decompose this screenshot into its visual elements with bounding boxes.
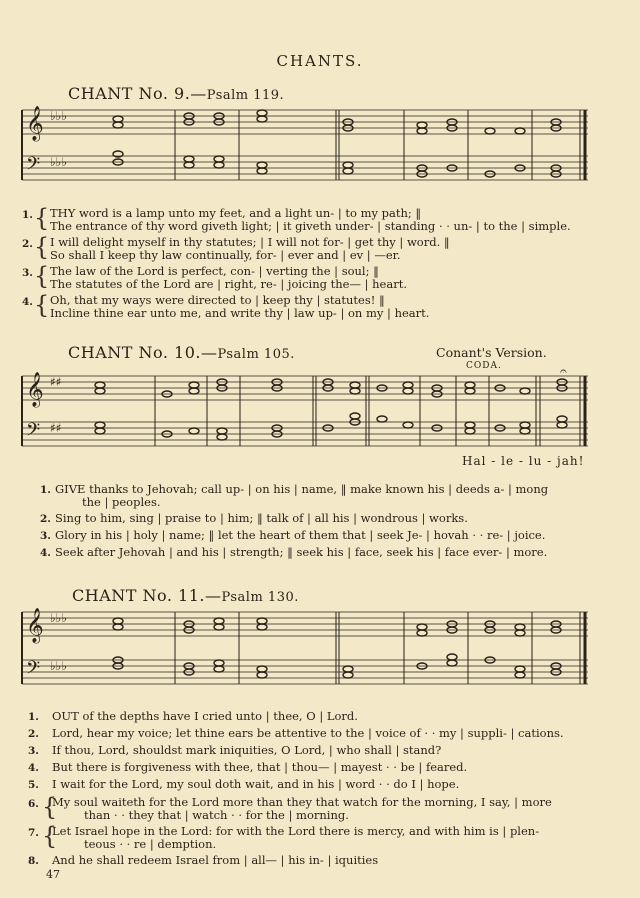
bass-clef-icon: 𝄢 <box>26 420 41 445</box>
chant-9-bass-staff <box>22 156 588 180</box>
chant-10-barlines <box>155 376 585 446</box>
page-header: CHANTS. <box>276 52 364 70</box>
chant-11-notes <box>113 618 561 678</box>
chant-10-coda: CODA. <box>466 361 502 371</box>
chant-11-bass-staff <box>22 660 588 684</box>
sharp-icon: ♯♯ <box>50 375 62 389</box>
fermata-icon: 𝄐 <box>560 368 567 378</box>
chant-9-title-psalm: Psalm 119. <box>206 88 285 103</box>
chant-11-treble-staff <box>22 612 588 636</box>
chant-10-version: Conant's Version. <box>436 345 547 360</box>
flat-icon: ♭♭♭ <box>50 659 67 673</box>
chant-11-title-psalm: Psalm 130. <box>221 590 299 605</box>
brace-icon: { <box>34 204 50 232</box>
treble-clef-icon: 𝄞 <box>26 106 44 141</box>
chant-11-score <box>0 602 640 694</box>
chant-9-notes <box>113 110 561 177</box>
sharp-icon: ♯♯ <box>50 421 62 435</box>
brace-icon: { <box>42 793 58 821</box>
flat-icon: ♭♭♭ <box>50 109 67 123</box>
chant-10-treble-staff <box>22 376 588 400</box>
brace-icon: { <box>34 233 50 261</box>
chant-10-score <box>0 368 640 458</box>
brace-icon: { <box>34 291 50 319</box>
chant-10-title <box>68 343 295 362</box>
treble-clef-icon: 𝄞 <box>26 372 44 407</box>
brace-icon: { <box>42 822 58 850</box>
chant-10-coda-text: Hal - le - lu - jah! <box>462 454 585 468</box>
chant-9-title-prefix: CHANT No. 9.— <box>68 84 207 103</box>
treble-clef-icon: 𝄞 <box>26 608 44 643</box>
flat-icon: ♭♭♭ <box>50 611 67 625</box>
chant-9-treble-staff <box>22 110 588 134</box>
chant-10-title-psalm: Psalm 105. <box>217 347 295 362</box>
chant-9-barlines <box>175 110 585 180</box>
page-number: 47 <box>46 868 60 881</box>
chant-9-score <box>0 100 640 200</box>
bass-clef-icon: 𝄢 <box>26 154 41 179</box>
brace-icon: { <box>34 262 50 290</box>
flat-icon: ♭♭♭ <box>50 155 67 169</box>
chant-11-title-prefix: CHANT No. 11.— <box>72 586 222 605</box>
bass-clef-icon: 𝄢 <box>26 658 41 683</box>
chant-10-title-prefix: CHANT No. 10.— <box>68 343 218 362</box>
